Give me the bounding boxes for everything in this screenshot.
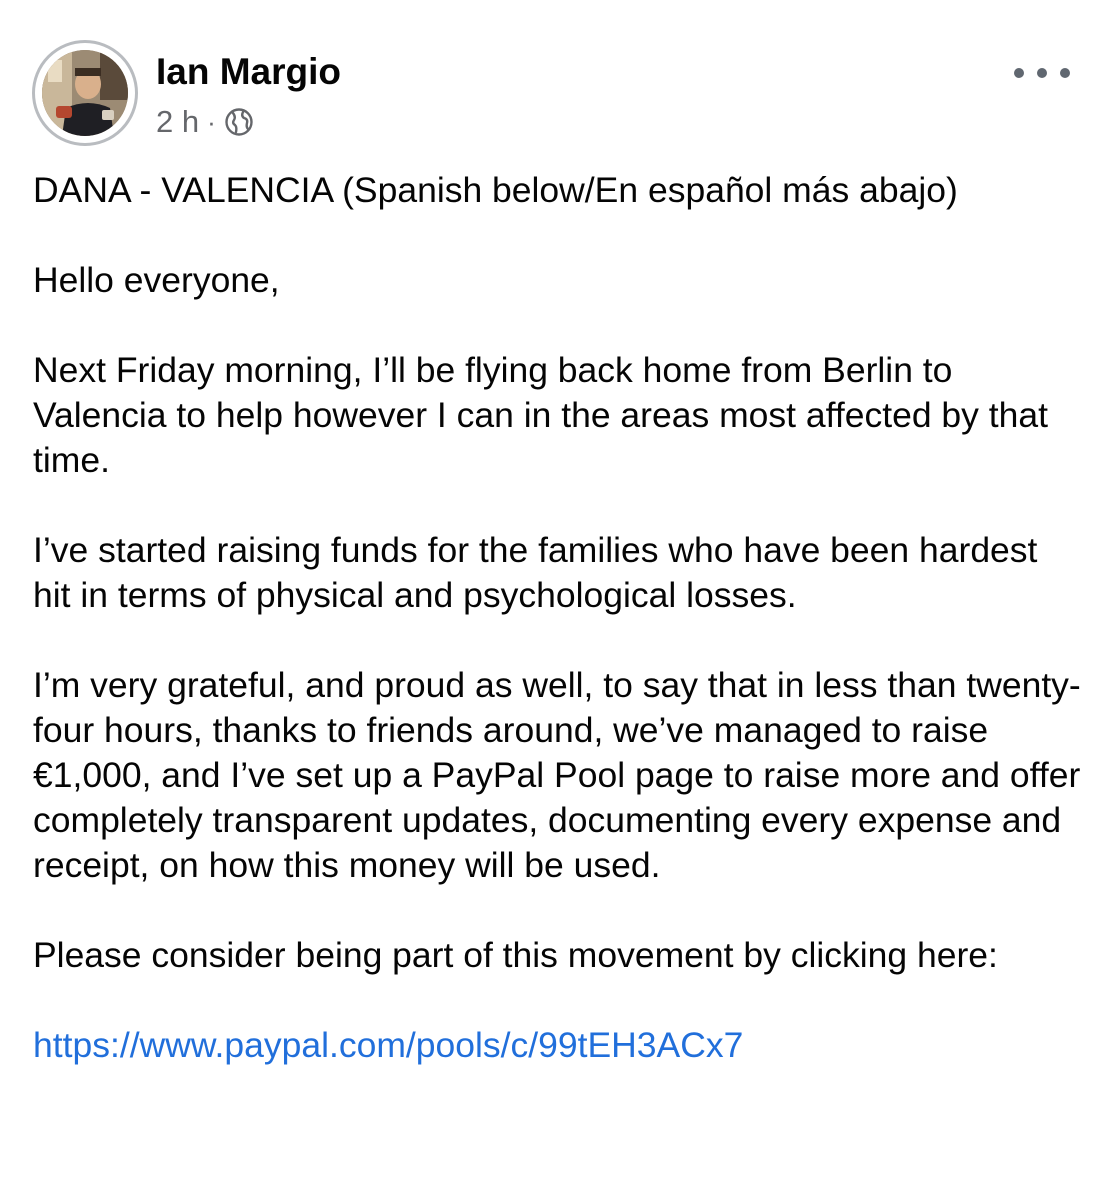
author-name[interactable]: Ian Margio <box>156 51 342 92</box>
more-horizontal-icon <box>1014 68 1024 78</box>
more-options-button[interactable] <box>1014 58 1070 88</box>
post-paragraph: Hello everyone, <box>33 260 280 300</box>
avatar[interactable] <box>32 40 138 146</box>
post-time[interactable]: 2 h <box>156 104 200 139</box>
post-paragraph: DANA - VALENCIA (Spanish below/En español más abajo) <box>33 170 958 210</box>
post-meta <box>156 102 254 142</box>
post-paragraph: Please consider being part of this movement by clicking here: <box>33 935 998 975</box>
post-paragraph: I’m very grateful, and proud as well, to say that in less than twenty-four hours, thanks to friends around, we’ve managed to raise €1,000, and I’ve set up a PayPal Pool page to raise more and offer completely transparent updates, documenting every expense and receipt, on how this money will be used. <box>33 665 1081 885</box>
post-body <box>33 168 1083 1068</box>
globe-icon <box>224 107 254 137</box>
post-link-paragraph <box>33 1023 1083 1068</box>
post-paragraph: I’ve started raising funds for the families who have been hardest hit in terms of physical and psychological losses. <box>33 530 1038 615</box>
meta-separator: · <box>207 107 216 137</box>
profile-photo[interactable] <box>42 50 128 136</box>
paypal-link[interactable]: https://www.paypal.com/pools/c/99tEH3ACx7 <box>33 1025 744 1065</box>
post-paragraph: Next Friday morning, I’ll be flying back home from Berlin to Valencia to help however I can in the areas most affected by that time. <box>33 350 1048 480</box>
profile-photo-image <box>42 50 128 136</box>
more-horizontal-icon-dot <box>1060 68 1070 78</box>
more-horizontal-icon-dot <box>1037 68 1047 78</box>
post-header <box>32 40 1082 150</box>
